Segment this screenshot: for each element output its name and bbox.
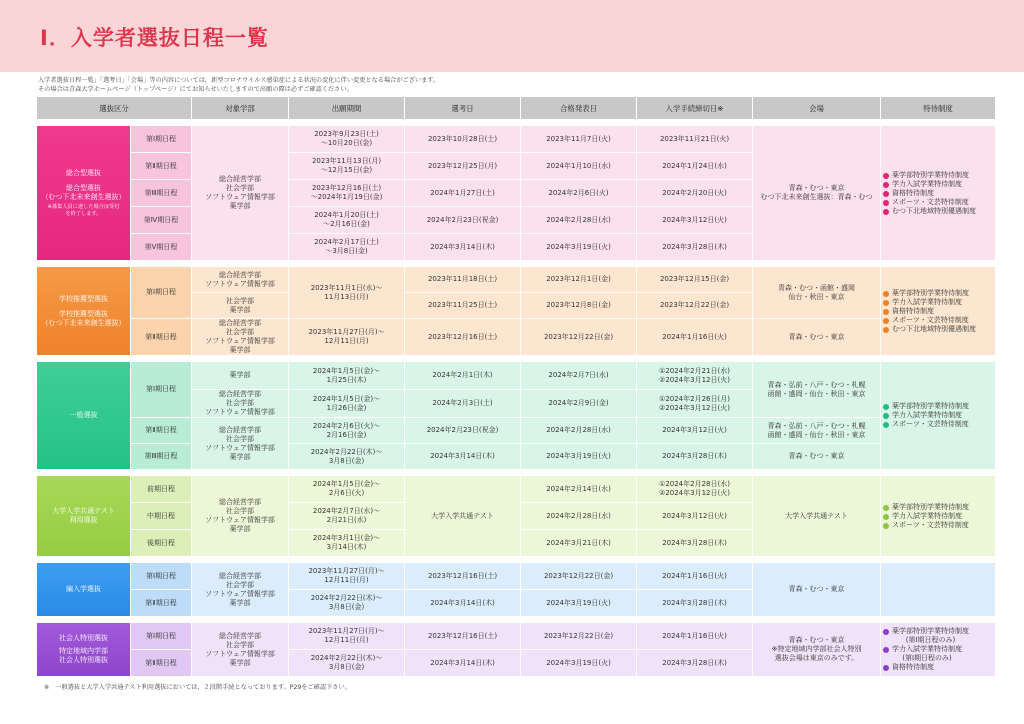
table-row — [37, 267, 995, 292]
group-common-test — [37, 470, 995, 556]
result-cell: 2024年3月21日(木) — [521, 530, 636, 556]
table-row — [37, 623, 995, 649]
result-cell: 2024年3月19日(火) — [521, 234, 636, 260]
exam-cell: 2023年12月16日(土) — [405, 623, 520, 649]
apply-cell: 2024年2月7日(水)～ 2月21日(水) — [289, 503, 404, 529]
apply-cell: 2024年3月1日(金)～ 3月14日(木) — [289, 530, 404, 556]
apply-cell: 2024年2月22日(木)～ 3月8日(金) — [289, 590, 404, 616]
header-perks: 特待制度 — [881, 97, 995, 119]
exam-cell: 2023年11月18日(土) — [405, 267, 520, 292]
faculty-cell: 総合経営学部 ソフトウェア情報学部 — [192, 267, 288, 292]
venue-cell: 青森・むつ・東京 — [753, 444, 880, 469]
header-result: 合格発表日 — [521, 97, 636, 119]
perks-cell: 薬学部特別学業特待制度 学力入試学業特待制度 スポーツ・文芸特待制度 — [881, 362, 995, 469]
apply-cell: 2024年2月17日(土) ～3月8日(金) — [289, 234, 404, 260]
bullet-icon — [883, 422, 889, 428]
faculty-cell: 総合経営学部 社会学部 ソフトウェア情報学部 薬学部 — [192, 563, 288, 616]
header-faculty: 対象学部 — [192, 97, 288, 119]
table-row — [37, 319, 995, 355]
table-row — [37, 444, 995, 469]
perks-cell: 薬学部特別学業特待制度 学力入試学業特待制度 資格特待制度 スポーツ・文芸特待制度 むつ下北地域特別優遇制度 — [881, 267, 995, 355]
category-cell: 編入学選抜 — [37, 563, 130, 616]
phase-cell: 第Ⅰ期日程 — [131, 623, 191, 649]
bullet-icon — [883, 209, 889, 215]
footnote: ※ 一般選抜と大学入学共通テスト利用選抜においては，２段階手続となっております。P29をご確認下さい。 — [44, 684, 351, 691]
bullet-icon — [883, 191, 889, 197]
group-adult — [37, 617, 995, 676]
result-cell: 2023年12月22日(金) — [521, 319, 636, 355]
faculty-cell: 薬学部 — [192, 362, 288, 389]
deadline-cell: ①2024年2月28日(水) ②2024年3月12日(火) — [637, 476, 752, 502]
phase-cell: 前期日程 — [131, 476, 191, 502]
deadline-cell: 2024年3月12日(火) — [637, 207, 752, 233]
deadline-cell: 2023年11月21日(火) — [637, 126, 752, 152]
apply-cell: 2024年1月5日(金)～ 1月26日(金) — [289, 390, 404, 417]
faculty-cell: 総合経営学部 社会学部 ソフトウェア情報学部 薬学部 — [192, 418, 288, 469]
deadline-cell: 2024年3月12日(火) — [637, 418, 752, 443]
apply-cell: 2024年1月5日(金)～ 1月25日(木) — [289, 362, 404, 389]
result-cell: 2024年2月9日(金) — [521, 390, 636, 417]
table-row — [37, 476, 995, 502]
category-label: （むつ下北未来創生選抜） — [41, 192, 126, 201]
deadline-cell: 2024年3月28日(木) — [637, 530, 752, 556]
deadline-cell: ①2024年2月26日(月) ②2024年3月12日(火) — [637, 390, 752, 417]
exam-cell: 2023年12月16日(土) — [405, 319, 520, 355]
exam-cell: 2024年2月23日(祝金) — [405, 418, 520, 443]
apply-cell: 2024年2月22日(木)～ 3月8日(金) — [289, 650, 404, 676]
phase-cell: 後期日程 — [131, 530, 191, 556]
faculty-cell: 総合経営学部 社会学部 ソフトウェア情報学部 薬学部 — [192, 126, 288, 260]
note-line: 入学者選抜日程一覧」「選考日」「会場」等の内容については，新型コロナウイルス感染症による状況の変化に伴い変更となる場合がございます。 — [38, 77, 440, 84]
phase-cell: 第Ⅰ期日程 — [131, 362, 191, 417]
result-cell: 2024年2月7日(水) — [521, 362, 636, 389]
phase-cell: 第Ⅱ期日程 — [131, 319, 191, 355]
bullet-icon — [883, 173, 889, 179]
faculty-cell: 社会学部 薬学部 — [192, 293, 288, 318]
exam-cell: 2024年3月14日(木) — [405, 234, 520, 260]
header-exam: 選考日 — [405, 97, 520, 119]
bullet-icon — [883, 182, 889, 188]
result-cell: 2023年11月7日(火) — [521, 126, 636, 152]
result-cell: 2023年12月1日(金) — [521, 267, 636, 292]
venue-cell: 青森・弘前・八戸・むつ・札幌 函館・盛岡・仙台・秋田・東京 — [753, 418, 880, 443]
schedule-table — [36, 96, 996, 677]
perks-cell: 薬学部特別学業特待制度 学力入試学業特待制度 スポーツ・文芸特待制度 — [881, 476, 995, 556]
deadline-cell: 2024年3月28日(木) — [637, 650, 752, 676]
table-row — [37, 362, 995, 389]
venue-cell: 青森・むつ・東京 — [753, 319, 880, 355]
perks-cell: 薬学部特別学業特待制度 学力入試学業特待制度 資格特待制度 スポーツ・文芸特待制度 むつ下北地域特別優遇制度 — [881, 126, 995, 260]
category-cell: 大学入学共通テスト 利用選抜 — [37, 476, 130, 556]
exam-cell: 2024年2月1日(木) — [405, 362, 520, 389]
bullet-icon — [883, 629, 889, 635]
bullet-icon — [883, 327, 889, 333]
perks-cell: 薬学部特別学業特待制度 (第Ⅰ期日程のみ) 学力入試学業特待制度 (第Ⅰ期日程のみ) 資格特待制度 — [881, 623, 995, 676]
venue-cell: 青森・弘前・八戸・むつ・札幌 函館・盛岡・仙台・秋田・東京 — [753, 362, 880, 417]
deadline-cell: 2024年3月28日(木) — [637, 590, 752, 616]
group-comprehensive — [37, 120, 995, 260]
category-label: 総合型選抜 — [66, 168, 101, 177]
faculty-cell: 総合経営学部 社会学部 ソフトウェア情報学部 薬学部 — [192, 319, 288, 355]
category-cell: 学校推薦型選抜 学校推薦型選抜 （むつ下北未来創生選抜） — [37, 267, 130, 355]
deadline-cell: 2024年1月16日(火) — [637, 319, 752, 355]
exam-cell: 2023年10月28日(土) — [405, 126, 520, 152]
result-cell: 2024年2月28日(水) — [521, 418, 636, 443]
result-cell: 2024年3月19日(火) — [521, 590, 636, 616]
header-deadline: 入学手続締切日※ — [637, 97, 752, 119]
venue-cell: 青森・むつ・東京 — [753, 563, 880, 616]
phase-cell: 第Ⅰ期日程 — [131, 126, 191, 152]
bullet-icon — [883, 404, 889, 410]
apply-cell: 2024年1月5日(金)～ 2月6日(火) — [289, 476, 404, 502]
exam-cell: 2023年11月25日(土) — [405, 293, 520, 318]
phase-cell: 第Ⅱ期日程 — [131, 650, 191, 676]
phase-cell: 第Ⅴ期日程 — [131, 234, 191, 260]
group-transfer — [37, 557, 995, 616]
category-cell: 社会人特別選抜 特定地域内学部 社会人特別選抜 — [37, 623, 130, 676]
bullet-icon — [883, 665, 889, 671]
table-row — [37, 563, 995, 589]
phase-cell: 第Ⅱ期日程 — [131, 590, 191, 616]
bullet-icon — [883, 505, 889, 511]
result-cell: 2024年3月19日(火) — [521, 650, 636, 676]
phase-cell: 第Ⅱ期日程 — [131, 418, 191, 443]
venue-cell: 青森・むつ・東京 むつ下北未来創生選抜：青森・むつ — [753, 126, 880, 260]
note-line: その場合は青森大学ホームページ（トップページ）にてお知らせいたしますので出願の際は必ずご確認ください。 — [38, 86, 353, 93]
header-row — [37, 97, 995, 119]
deadline-cell: 2024年1月24日(水) — [637, 153, 752, 179]
bullet-icon — [883, 647, 889, 653]
result-cell: 2024年2月28日(水) — [521, 503, 636, 529]
phase-cell: 第Ⅲ期日程 — [131, 180, 191, 206]
page-title: Ⅰ．入学者選抜日程一覧 — [40, 26, 269, 50]
bullet-icon — [883, 523, 889, 529]
deadline-cell: 2024年3月12日(火) — [637, 503, 752, 529]
result-cell: 2024年2月28日(水) — [521, 207, 636, 233]
header-venue: 会場 — [753, 97, 880, 119]
deadline-cell: 2024年1月16日(火) — [637, 623, 752, 649]
exam-cell: 2024年3月14日(木) — [405, 590, 520, 616]
phase-cell: 第Ⅰ期日程 — [131, 267, 191, 318]
result-cell: 2024年3月19日(火) — [521, 444, 636, 469]
bullet-icon — [883, 413, 889, 419]
header-apply: 出願期間 — [289, 97, 404, 119]
apply-cell: 2024年2月6日(火)～ 2月16日(金) — [289, 418, 404, 443]
bullet-icon — [883, 200, 889, 206]
apply-cell: 2024年2月22日(木)～ 3月8日(金) — [289, 444, 404, 469]
category-label: 総合型選抜 — [66, 183, 101, 192]
group-school-recommendation — [37, 261, 995, 355]
result-cell: 2023年12月22日(金) — [521, 563, 636, 589]
exam-cell: 2024年2月23日(祝金) — [405, 207, 520, 233]
bullet-icon — [883, 300, 889, 306]
venue-cell: 青森・むつ・東京 ※特定地域内学部社会人特別 選抜会場は東京のみです。 — [753, 623, 880, 676]
exam-cell: 2023年12月25日(月) — [405, 153, 520, 179]
exam-cell: 2024年3月14日(木) — [405, 444, 520, 469]
category-note: ※募集人員に達した場合は受付 を終了します。 — [47, 203, 120, 217]
exam-cell: 大学入学共通テスト — [405, 476, 520, 556]
deadline-cell: 2024年3月28日(木) — [637, 234, 752, 260]
bullet-icon — [883, 318, 889, 324]
category-cell — [37, 126, 130, 260]
exam-cell: 2023年12月16日(土) — [405, 563, 520, 589]
header-category: 選抜区分 — [37, 97, 191, 119]
phase-cell: 第Ⅱ期日程 — [131, 153, 191, 179]
venue-cell: 青森・むつ・函館・盛岡 仙台・秋田・東京 — [753, 267, 880, 318]
table-row — [37, 418, 995, 443]
apply-cell: 2023年11月27日(月)～ 12月11日(月) — [289, 563, 404, 589]
venue-cell: 大学入学共通テスト — [753, 476, 880, 556]
faculty-cell: 総合経営学部 社会学部 ソフトウェア情報学部 薬学部 — [192, 623, 288, 676]
bullet-icon — [883, 514, 889, 520]
deadline-cell: 2024年3月28日(木) — [637, 444, 752, 469]
result-cell: 2023年12月22日(金) — [521, 623, 636, 649]
faculty-cell: 総合経営学部 社会学部 ソフトウェア情報学部 — [192, 390, 288, 417]
table-row — [37, 126, 995, 152]
deadline-cell: 2023年12月22日(金) — [637, 293, 752, 318]
bullet-icon — [883, 309, 889, 315]
result-cell: 2023年12月8日(金) — [521, 293, 636, 318]
exam-cell: 2024年1月27日(土) — [405, 180, 520, 206]
phase-cell: 第Ⅲ期日程 — [131, 444, 191, 469]
result-cell: 2024年2月6日(火) — [521, 180, 636, 206]
exam-cell: 2024年2月3日(土) — [405, 390, 520, 417]
exam-cell: 2024年3月14日(木) — [405, 650, 520, 676]
notes — [38, 76, 439, 94]
faculty-cell: 総合経営学部 社会学部 ソフトウェア情報学部 薬学部 — [192, 476, 288, 556]
apply-cell: 2023年9月23日(土) ～10月20日(金) — [289, 126, 404, 152]
bullet-icon — [883, 291, 889, 297]
phase-cell: 中期日程 — [131, 503, 191, 529]
group-general — [37, 356, 995, 469]
deadline-cell: 2024年2月20日(火) — [637, 180, 752, 206]
deadline-cell: ①2024年2月21日(水) ②2024年3月12日(火) — [637, 362, 752, 389]
apply-cell: 2024年1月20日(土) ～2月16日(金) — [289, 207, 404, 233]
perks-cell — [881, 563, 995, 616]
apply-cell: 2023年11月27日(月)～ 12月11日(月) — [289, 623, 404, 649]
result-cell: 2024年2月14日(水) — [521, 476, 636, 502]
apply-cell: 2023年12月16日(土) ～2024年1月19日(金) — [289, 180, 404, 206]
category-cell: 一般選抜 — [37, 362, 130, 469]
result-cell: 2024年1月10日(水) — [521, 153, 636, 179]
phase-cell: 第Ⅳ期日程 — [131, 207, 191, 233]
apply-cell: 2023年11月13日(月) ～12月15日(金) — [289, 153, 404, 179]
apply-cell: 2023年11月27日(月)～ 12月11日(月) — [289, 319, 404, 355]
deadline-cell: 2024年1月16日(火) — [637, 563, 752, 589]
deadline-cell: 2023年12月15日(金) — [637, 267, 752, 292]
phase-cell: 第Ⅰ期日程 — [131, 563, 191, 589]
apply-cell: 2023年11月1日(水)～ 11月13日(月) — [289, 267, 404, 318]
